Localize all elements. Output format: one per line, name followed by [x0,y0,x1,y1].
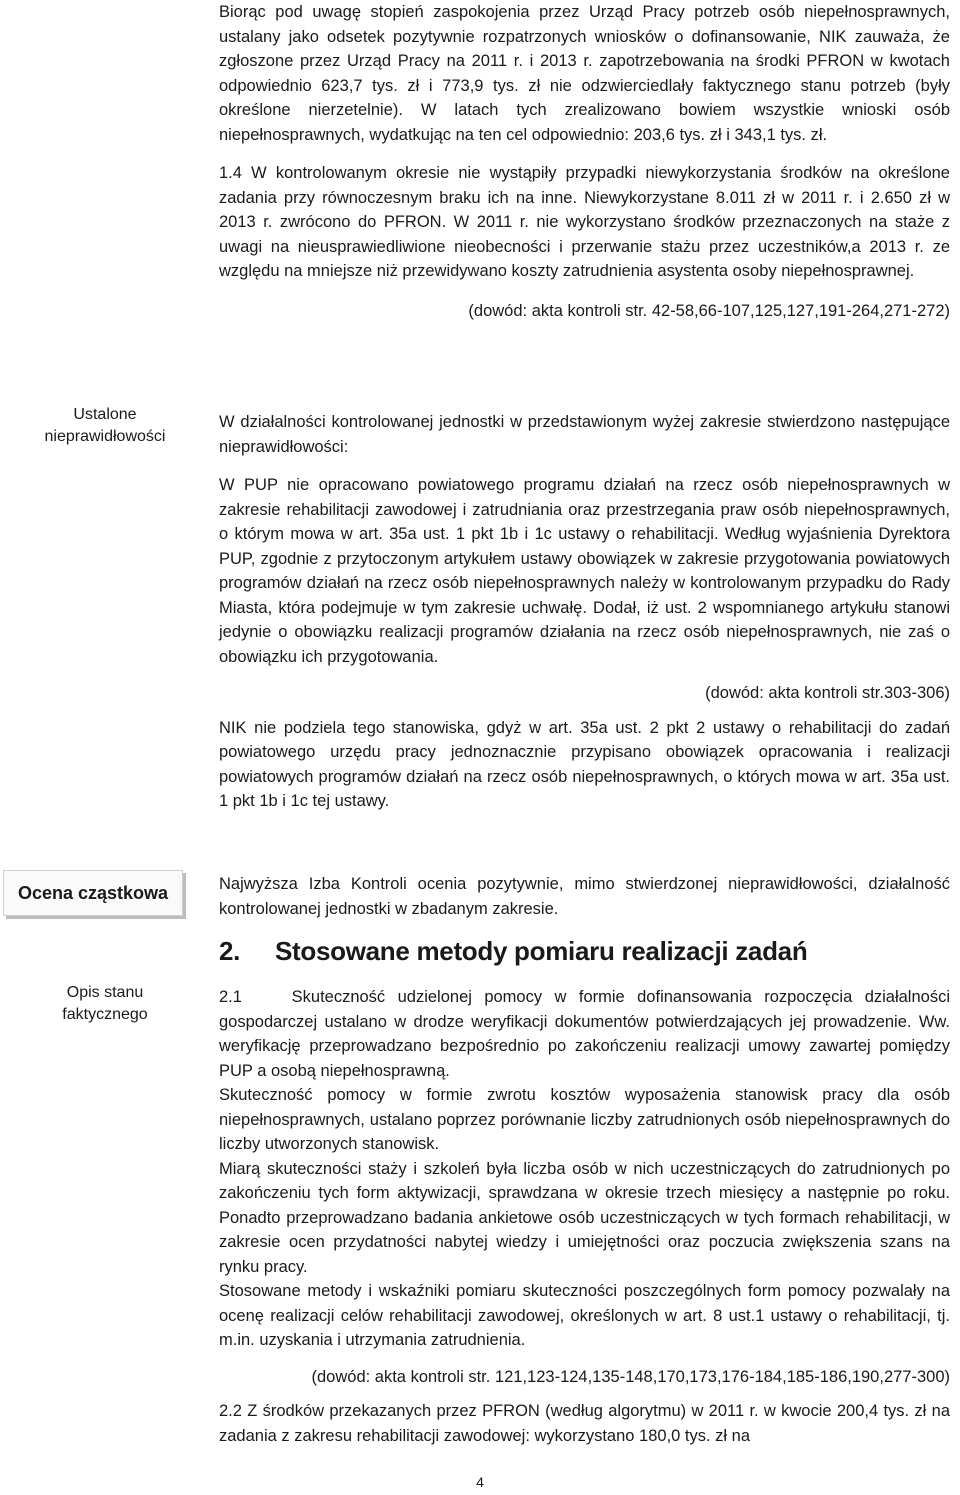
paragraph-2-1: 2.1 Skuteczność udzielonej pomocy w formie dofinansowania rozpoczęcia działalności gospodarczej ustalano w drodze weryfikacji dokumentów potwierdzających jej prowadzenie. Ww. weryfikację przeprowadzano bezpośrednio po zakończeniu realizacji umowy zawartej pomiędzy PUP a osobą niepełnosprawną. [219,988,955,1080]
heading-number: 2. [219,936,241,966]
section-heading [219,935,950,967]
side-label-facts: Opis stanu faktycznego [62,984,148,1023]
partial-assessment-badge: Ocena cząstkowa [3,870,183,916]
paragraph-irregularities-intro: W działalności kontrolowanej jednostki w przedstawionym wyżej zakresie stwierdzono następujące nieprawidłowości: [219,413,950,456]
paragraph-equipment: Skuteczność pomocy w formie zwrotu kosztów wyposażenia stanowisk pracy dla osób niepełnosprawnych, ustalano poprzez porównanie liczby zatrudnionych osób niepełnosprawnych do liczby utworzonych stanowisk. [219,1086,950,1153]
paragraph-1-4: 1.4 W kontrolowanym okresie nie wystąpiły przypadki niewykorzystania środków na określone zadania przy równoczesnym braku ich na inne. Niewykorzystane 8.011 zł w 2011 r. i 2.650 zł w 2013 r. zwrócono do PFRON. W 2011 r. nie wykorzystano środków przeznaczonych na staże z uwagi na nieusprawiedliwione nieobecności i przerwanie stażu przez uczestników,a 2013 r. ze względu na mniejsze niż przewidywano koszty zatrudnienia asystenta osoby niepełnosprawnej. [219,164,950,280]
irregularities-block [219,410,950,814]
evidence-facts: (dowód: akta kontroli str. 121,123-124,135-148,170,173,176-184,185-186,190,277-300) [311,1367,950,1386]
evidence-top: (dowód: akta kontroli str. 42-58,66-107,125,127,191-264,271-272) [468,301,950,320]
paragraph-nik-position: NIK nie podziela tego stanowiska, gdyż w art. 35a ust. 2 pkt 2 ustawy o rehabilitacji do zadań powiatowego urzędu pracy jednoznacznie przypisano obowiązek opracowania i realizacji powiatowych programów działań na rzecz osób niepełnosprawnych, o których mowa w art. 35a ust. 1 pkt 1b i 1c tej ustawy. [219,718,950,810]
facts-block [219,985,955,1448]
paragraph-internships: Miarą skuteczności staży i szkoleń była liczba osób w nich uczestniczących do zatrudnionych po zakończeniu tych form aktywizacji, sprawdzana w okresie trzech miesięcy a następnie po roku. Ponadto przeprowadzano badania ankietowe osób uczestniczących w tych formach rehabilitacji, w zakresie ocen przydatności nabytej wiedzy i umiejętności oraz poczucia zwiększenia szans na rynku pracy. [219,1159,950,1276]
evidence-irregularities: (dowód: akta kontroli str.303-306) [705,684,950,702]
side-label-irregularities: Ustalone nieprawidłowości [44,406,166,445]
paragraph-assessment: Najwyższa Izba Kontroli ocenia pozytywnie, mimo stwierdzonej nieprawidłowości, działalność kontrolowanej jednostki w zbadanym zakresie. [219,875,950,918]
paragraph-pfron-needs: Biorąc pod uwagę stopień zaspokojenia przez Urząd Pracy potrzeb osób niepełnosprawnych, ustalany jako odsetek pozytywnie rozpatrzonych wniosków o dofinansowanie, NIK zauważa, że zgłoszone przez Urząd Pracy na 2011 r. i 2013 r. zapotrzebowania na środki PFRON w kwotach odpowiednio 623,7 tys. zł i 773,9 tys. zł nie odzwierciedlały faktycznego stanu potrzeb (były określone nierzetelnie). W latach tych zrealizowano bowiem wszystkie wnioski osób niepełnosprawnych, wydatkując na ten cel odpowiednio: 203,6 tys. zł i 343,1 tys. zł. [219,3,950,144]
paragraph-2-2: 2.2 Z środków przekazanych przez PFRON (według algorytmu) w 2011 r. w kwocie 200,4 tys. zł na zadania z zakresu rehabilitacji zawodowej: wykorzystano 180,0 tys. zł na [219,1402,950,1445]
page-number: 4 [476,1474,484,1490]
paragraph-methods: Stosowane metody i wskaźniki pomiaru skuteczności poszczególnych form pomocy pozwalały na ocenę realizacji celów rehabilitacji zawodowej, określonych w art. 8 ust.1 ustawy o rehabilitacji, tj. m.in. uzyskania i utrzymania zatrudnienia. [219,1282,950,1349]
heading-title: Stosowane metody pomiaru realizacji zadań [275,936,808,966]
assessment-block [219,872,950,921]
top-block [219,0,950,323]
paragraph-pup-program: W PUP nie opracowano powiatowego programu działań na rzecz osób niepełnosprawnych w zakresie rehabilitacji zawodowej i zatrudniania oraz przestrzegania praw osób niepełnosprawnych, o którym mowa w art. 35a ust. 1 pkt 1b i 1c ustawy o rehabilitacji. Według wyjaśnienia Dyrektora PUP, zgodnie z przytoczonym artykułem ustawy obowiązek w zakresie przygotowania powiatowych programów działań na rzecz osób niepełnosprawnych należy w kontrolowanym przypadku do Rady Miasta, która podejmuje w tym zakresie uchwałę. Dodał, iż ust. 2 wspomnianego artykułu stanowi jedynie o obowiązku realizacji programów działania na rzecz osób niepełnosprawnych, nie zaś o obowiązku ich przygotowania. [219,476,950,666]
